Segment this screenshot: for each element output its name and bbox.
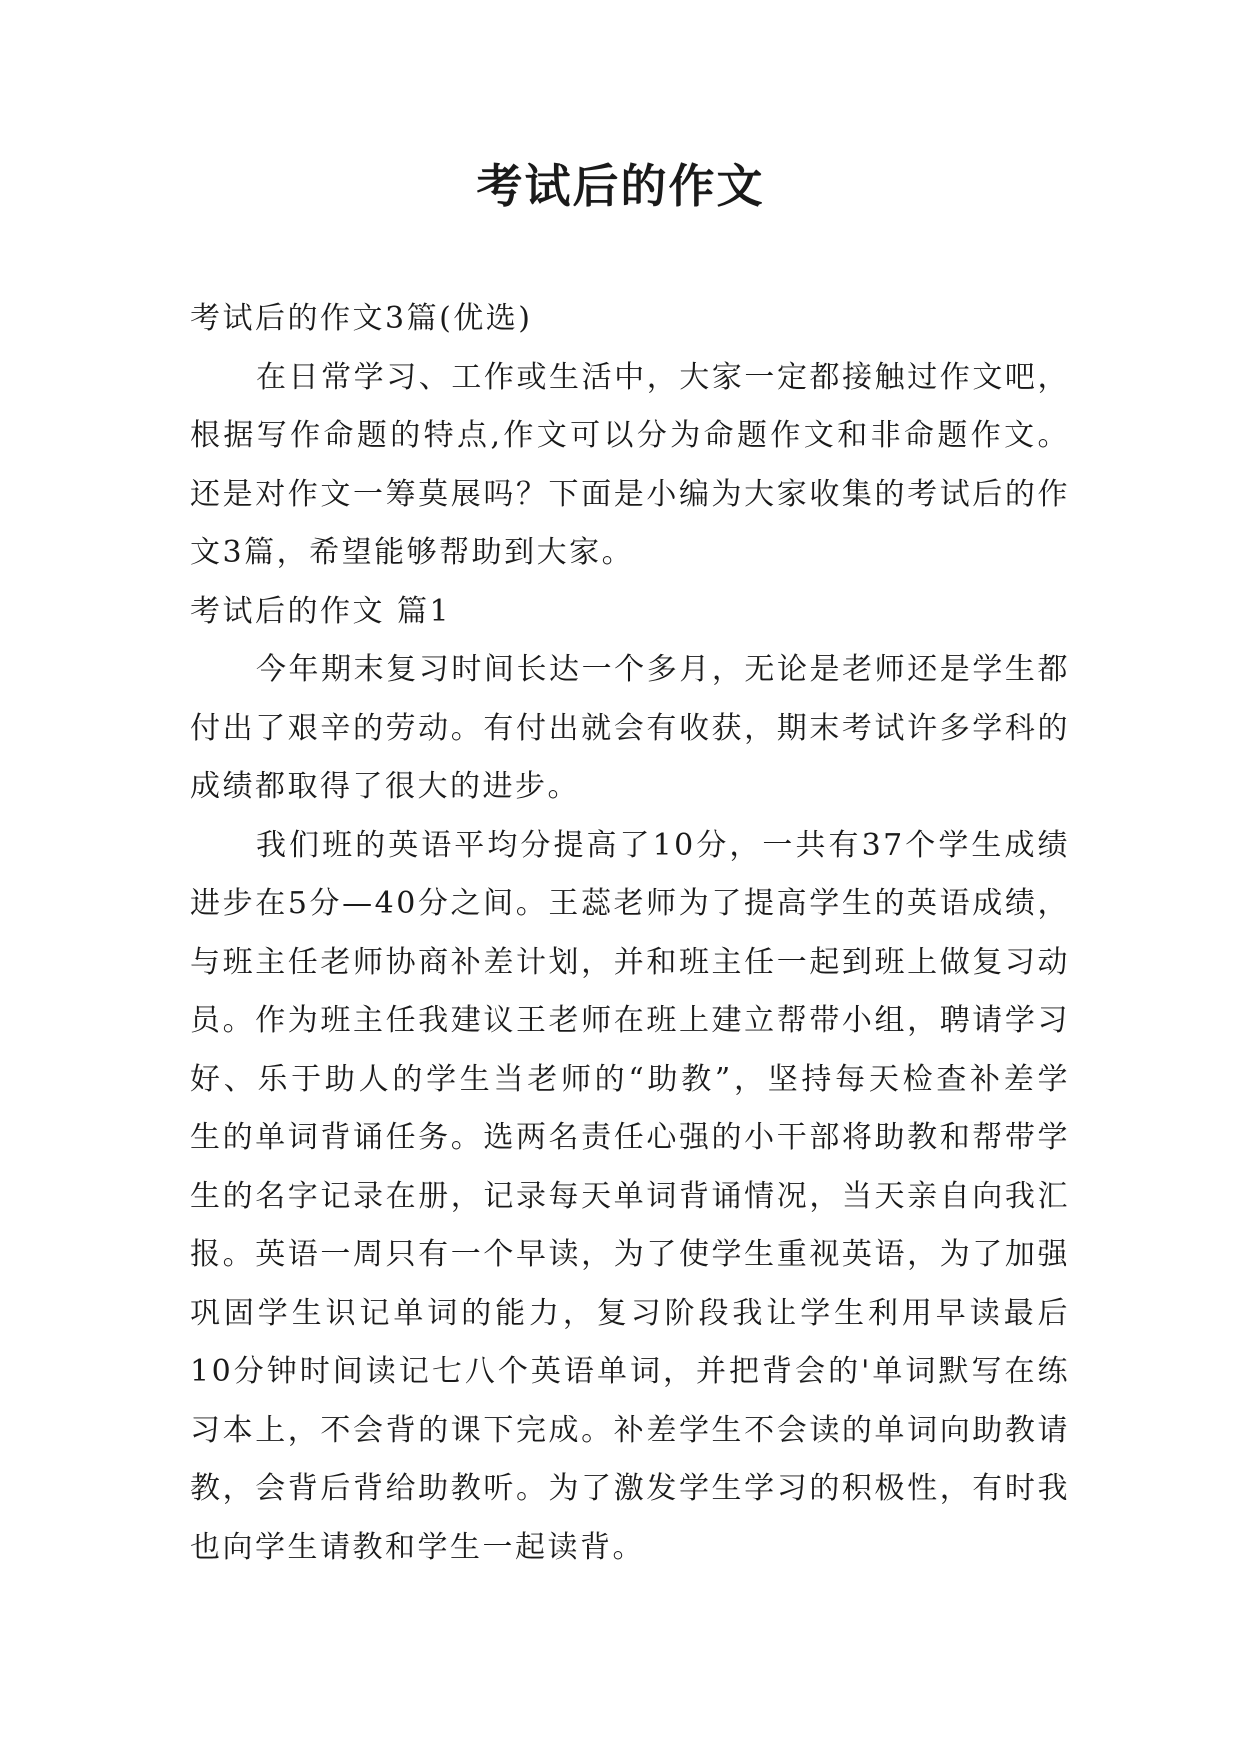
document-body [190,290,1070,1577]
document-subtitle: 考试后的作文3篇(优选) [190,301,533,336]
body-paragraph-1: 今年期末复习时间长达一个多月，无论是老师还是学生都付出了艰辛的劳动。有付出就会有收获，期末考试许多学科的成绩都取得了很大的进步。 [190,652,1070,804]
intro-paragraph: 在日常学习、工作或生活中，大家一定都接触过作文吧，根据写作命题的特点,作文可以分为命题作文和非命题作文。还是对作文一筹莫展吗？下面是小编为大家收集的考试后的作文3篇，希望能够帮助到大家。 [190,359,1070,570]
document-title: 考试后的作文 [476,159,765,213]
section-heading: 考试后的作文 篇1 [190,593,452,629]
body-paragraph-2: 我们班的英语平均分提高了10分，一共有37个学生成绩进步在5分—40分之间。王蕊老师为了提高学生的英语成绩，与班主任老师协商补差计划，并和班主任一起到班上做复习动员。作为班主任我建议王老师在班上建立帮带小组，聘请学习好、乐于助人的学生当老师的“助教”，坚持每天检查补差学生的单词背诵任务。选两名责任心强的小干部将助教和帮带学生的名字记录在册，记录每天单词背诵情况，当天亲自向我汇报。英语一周只有一个早读，为了使学生重视英语，为了加强巩固学生识记单词的能力，复习阶段我让学生利用早读最后10分钟时间读记七八个英语单词，并把背会的'单词默写在练习本上，不会背的课下完成。补差学生不会读的单词向助教请教，会背后背给助教听。为了激发学生学习的积极性，有时我也向学生请教和学生一起读背。 [190,827,1070,1565]
